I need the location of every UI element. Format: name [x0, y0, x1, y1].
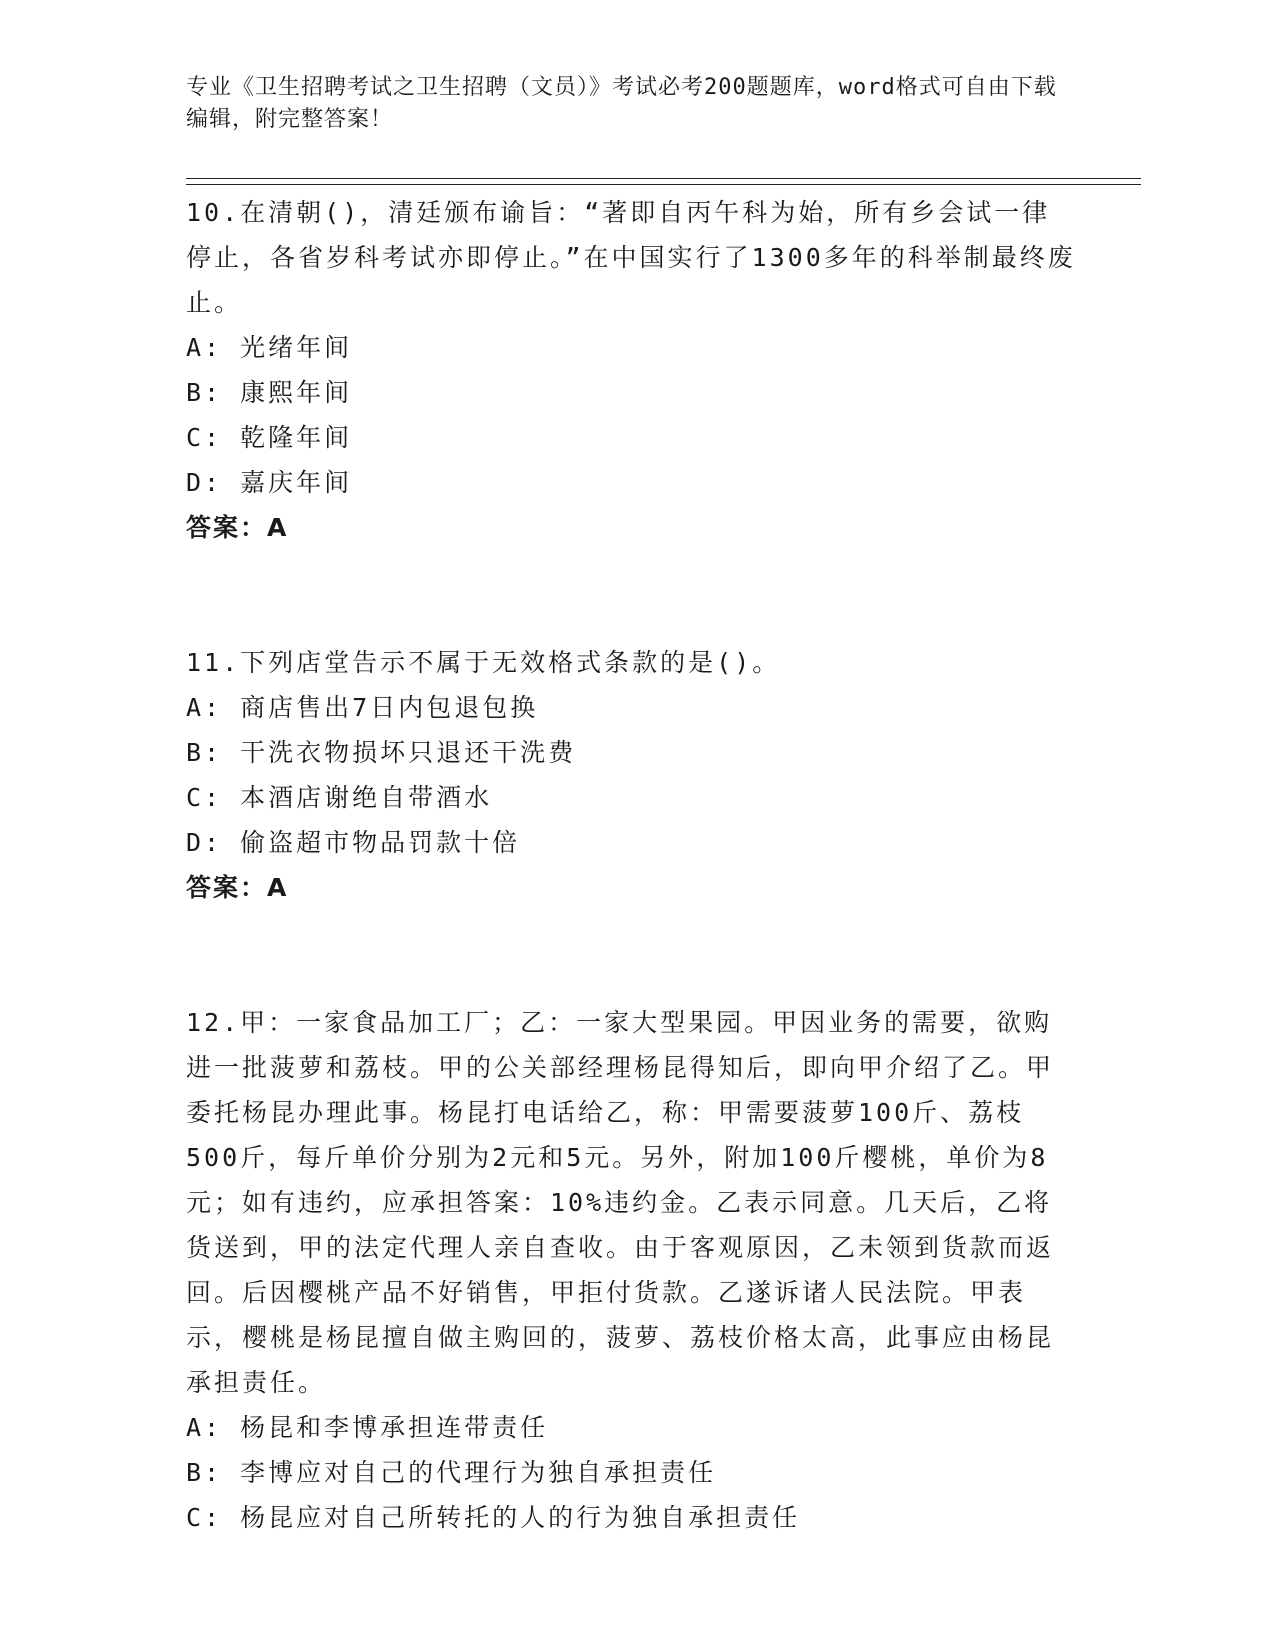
option-b: B: 李博应对自己的代理行为独自承担责任	[186, 1458, 717, 1487]
option-c: C: 乾隆年间	[186, 423, 353, 452]
option-c: C: 本酒店谢绝自带酒水	[186, 783, 493, 812]
question-11	[186, 640, 1076, 910]
answer: 答案：A	[186, 513, 289, 542]
option-a: A: 商店售出7日内包退包换	[186, 693, 539, 722]
question-list	[186, 190, 1076, 1540]
document-intro: 专业《卫生招聘考试之卫生招聘（文员）》考试必考200题题库，word格式可自由下载编辑，附完整答案！	[186, 75, 1057, 132]
option-d: D: 偷盗超市物品罚款十倍	[186, 828, 521, 857]
question-12	[186, 1000, 1076, 1540]
option-b: B: 康熙年间	[186, 378, 353, 407]
option-d: D: 嘉庆年间	[186, 468, 353, 497]
option-c: C: 杨昆应对自己所转托的人的行为独自承担责任	[186, 1503, 801, 1532]
header-rule-bottom	[186, 184, 1141, 185]
option-a: A: 杨昆和李博承担连带责任	[186, 1413, 549, 1442]
header-rule-top	[186, 178, 1141, 179]
question-10	[186, 190, 1076, 550]
question-stem: 10.在清朝()，清廷颁布谕旨：“著即自丙午科为始，所有乡会试一律停止，各省岁科考试亦即停止。”在中国实行了1300多年的科举制最终废止。	[186, 198, 1076, 317]
option-b: B: 干洗衣物损坏只退还干洗费	[186, 738, 577, 767]
question-stem: 11.下列店堂告示不属于无效格式条款的是()。	[186, 648, 781, 677]
answer: 答案：A	[186, 873, 289, 902]
option-a: A: 光绪年间	[186, 333, 353, 362]
question-stem: 12.甲：一家食品加工厂；乙：一家大型果园。甲因业务的需要，欲购进一批菠萝和荔枝。甲的公关部经理杨昆得知后，即向甲介绍了乙。甲委托杨昆办理此事。杨昆打电话给乙，称：甲需要菠萝100斤、荔枝500斤，每斤单价分别为2元和5元。另外，附加100斤樱桃，单价为8元；如有违约，应承担答案：10%违约金。乙表示同意。几天后，乙将货送到，甲的法定代理人亲自查收。由于客观原因，乙未领到货款而返回。后因樱桃产品不好销售，甲拒付货款。乙遂诉诸人民法院。甲表示，樱桃是杨昆擅自做主购回的，菠萝、荔枝价格太高，此事应由杨昆承担责任。	[186, 1008, 1055, 1397]
